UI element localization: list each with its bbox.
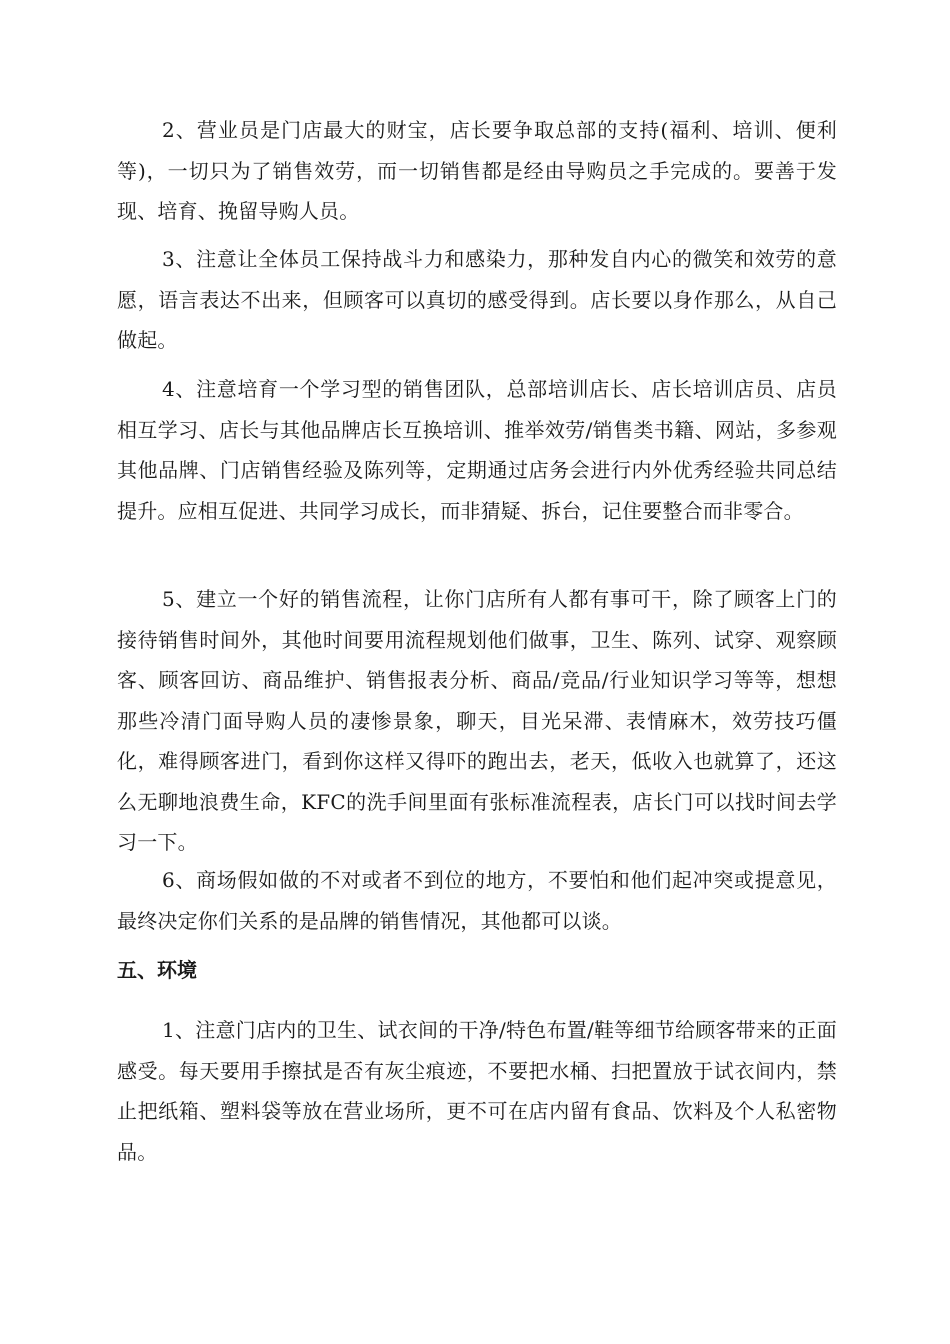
paragraph-staff-treasure: 2、营业员是门店最大的财宝，店长要争取总部的支持(福利、培训、便利等)，一切只为了销售效劳，而一切销售都是经由导购员之手完成的。要善于发现、培育、挽留导购人员。 xyxy=(117,118,837,223)
paragraph-store-hygiene: 1、注意门店内的卫生、试衣间的干净/特色布置/鞋等细节给顾客带来的正面感受。每天要用手擦拭是否有灰尘痕迹，不要把水桶、扫把置放于试衣间内，禁止把纸箱、塑料袋等放在营业场所，更不可在店内留有食品、饮料及个人私密物品。 xyxy=(117,1018,837,1164)
section-heading-environment: 五、环境 xyxy=(117,958,197,982)
paragraph-sales-process: 5、建立一个好的销售流程，让你门店所有人都有事可干，除了顾客上门的接待销售时间外，其他时间要用流程规划他们做事，卫生、陈列、试穿、观察顾客、顾客回访、商品维护、销售报表分析、商品/竞品/行业知识学习等等，想想那些冷清门面导购人员的凄惨景象，聊天，目光呆滞、表情麻木，效劳技巧僵化，难得顾客进门，看到你这样又得吓的跑出去，老天，低收入也就算了，还这么无聊地浪费生命，KFC的洗手间里面有张标准流程表，店长门可以找时间去学习一下。 xyxy=(117,587,837,854)
paragraph-mall-relations: 6、商场假如做的不对或者不到位的地方，不要怕和他们起冲突或提意见，最终决定你们关系的是品牌的销售情况，其他都可以谈。 xyxy=(117,868,837,933)
paragraph-learning-team: 4、注意培育一个学习型的销售团队，总部培训店长、店长培训店员、店员相互学习、店长与其他品牌店长互换培训、推举效劳/销售类书籍、网站，多参观其他品牌、门店销售经验及陈列等，定期通过店务会进行内外优秀经验共同总结提升。应相互促进、共同学习成长，而非猜疑、拆台，记住要整合而非零合。 xyxy=(117,377,837,523)
paragraph-team-morale: 3、注意让全体员工保持战斗力和感染力，那种发自内心的微笑和效劳的意愿，语言表达不出来，但顾客可以真切的感受得到。店长要以身作那么，从自己做起。 xyxy=(117,247,837,352)
